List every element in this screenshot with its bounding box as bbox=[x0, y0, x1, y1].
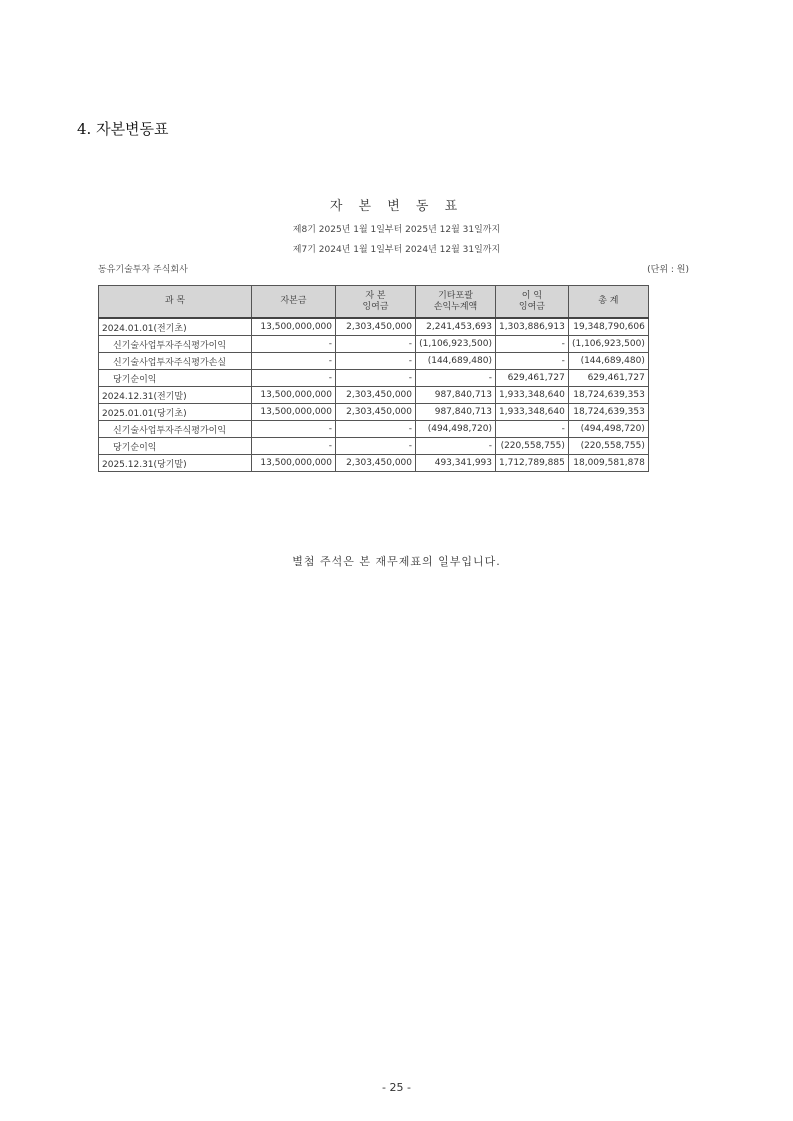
cell-aoci: (494,498,720) bbox=[416, 421, 496, 438]
cell-total: 629,461,727 bbox=[568, 370, 648, 387]
cell-retained: 1,933,348,640 bbox=[496, 404, 569, 421]
cell-aoci: 987,840,713 bbox=[416, 387, 496, 404]
cell-total: (144,689,480) bbox=[568, 353, 648, 370]
cell-aoci: (144,689,480) bbox=[416, 353, 496, 370]
header-retained-earnings: 이 익 잉여금 bbox=[496, 286, 569, 319]
section-heading: 4. 자본변동표 bbox=[77, 120, 169, 138]
cell-retained: (220,558,755) bbox=[496, 438, 569, 455]
cell-capital-stock: - bbox=[252, 438, 336, 455]
cell-capital-surplus: 2,303,450,000 bbox=[336, 318, 416, 336]
cell-aoci: - bbox=[416, 438, 496, 455]
header-total: 총 계 bbox=[568, 286, 648, 319]
header-capital-stock: 자본금 bbox=[252, 286, 336, 319]
row-label: 신기술사업투자주식평가이익 bbox=[99, 421, 252, 438]
cell-capital-stock: 13,500,000,000 bbox=[252, 455, 336, 472]
header-capital-surplus: 자 본 잉여금 bbox=[336, 286, 416, 319]
cell-total: (1,106,923,500) bbox=[568, 336, 648, 353]
row-label: 2024.12.31(전기말) bbox=[99, 387, 252, 404]
cell-retained: - bbox=[496, 421, 569, 438]
cell-total: (494,498,720) bbox=[568, 421, 648, 438]
cell-retained: 1,303,886,913 bbox=[496, 318, 569, 336]
table-row bbox=[99, 438, 649, 455]
cell-capital-surplus: 2,303,450,000 bbox=[336, 387, 416, 404]
row-label: 당기순이익 bbox=[99, 370, 252, 387]
cell-retained: 629,461,727 bbox=[496, 370, 569, 387]
cell-aoci: 987,840,713 bbox=[416, 404, 496, 421]
unit-label: (단위 : 원) bbox=[647, 265, 689, 275]
cell-aoci: 493,341,993 bbox=[416, 455, 496, 472]
table-row bbox=[99, 353, 649, 370]
cell-capital-stock: 13,500,000,000 bbox=[252, 318, 336, 336]
cell-retained: 1,712,789,885 bbox=[496, 455, 569, 472]
table-row bbox=[99, 404, 649, 421]
cell-total: 18,724,639,353 bbox=[568, 404, 648, 421]
row-label: 2025.12.31(당기말) bbox=[99, 455, 252, 472]
statement-title: 자 본 변 동 표 bbox=[329, 199, 464, 214]
period-prior: 제7기 2024년 1월 1일부터 2024년 12월 31일까지 bbox=[292, 245, 501, 255]
cell-capital-stock: - bbox=[252, 336, 336, 353]
cell-capital-surplus: - bbox=[336, 421, 416, 438]
cell-total: 19,348,790,606 bbox=[568, 318, 648, 336]
footnote: 별첨 주석은 본 재무제표의 일부입니다. bbox=[292, 555, 501, 568]
cell-capital-surplus: 2,303,450,000 bbox=[336, 404, 416, 421]
cell-total: 18,009,581,878 bbox=[568, 455, 648, 472]
cell-retained: 1,933,348,640 bbox=[496, 387, 569, 404]
page-number: - 25 - bbox=[382, 1081, 411, 1094]
cell-retained: - bbox=[496, 353, 569, 370]
cell-aoci: (1,106,923,500) bbox=[416, 336, 496, 353]
cell-capital-stock: - bbox=[252, 421, 336, 438]
table-header-row bbox=[99, 286, 649, 319]
header-aoci: 기타포괄 손익누계액 bbox=[416, 286, 496, 319]
cell-capital-surplus: - bbox=[336, 336, 416, 353]
row-label: 신기술사업투자주식평가손실 bbox=[99, 353, 252, 370]
table-row bbox=[99, 455, 649, 472]
table-row bbox=[99, 370, 649, 387]
row-label: 당기순이익 bbox=[99, 438, 252, 455]
cell-capital-surplus: - bbox=[336, 438, 416, 455]
cell-total: 18,724,639,353 bbox=[568, 387, 648, 404]
cell-capital-surplus: 2,303,450,000 bbox=[336, 455, 416, 472]
cell-aoci: 2,241,453,693 bbox=[416, 318, 496, 336]
cell-capital-stock: - bbox=[252, 370, 336, 387]
cell-capital-stock: 13,500,000,000 bbox=[252, 387, 336, 404]
period-current: 제8기 2025년 1월 1일부터 2025년 12월 31일까지 bbox=[292, 225, 501, 235]
table-row bbox=[99, 387, 649, 404]
header-item: 과 목 bbox=[99, 286, 252, 319]
row-label: 신기술사업투자주식평가이익 bbox=[99, 336, 252, 353]
cell-capital-stock: - bbox=[252, 353, 336, 370]
table-row bbox=[99, 318, 649, 336]
table-row bbox=[99, 336, 649, 353]
cell-total: (220,558,755) bbox=[568, 438, 648, 455]
cell-aoci: - bbox=[416, 370, 496, 387]
cell-capital-surplus: - bbox=[336, 353, 416, 370]
row-label: 2025.01.01(당기초) bbox=[99, 404, 252, 421]
cell-capital-stock: 13,500,000,000 bbox=[252, 404, 336, 421]
cell-retained: - bbox=[496, 336, 569, 353]
row-label: 2024.01.01(전기초) bbox=[99, 318, 252, 336]
company-name: 동유기술투자 주식회사 bbox=[98, 265, 188, 275]
equity-changes-table bbox=[98, 285, 649, 472]
table-row bbox=[99, 421, 649, 438]
cell-capital-surplus: - bbox=[336, 370, 416, 387]
